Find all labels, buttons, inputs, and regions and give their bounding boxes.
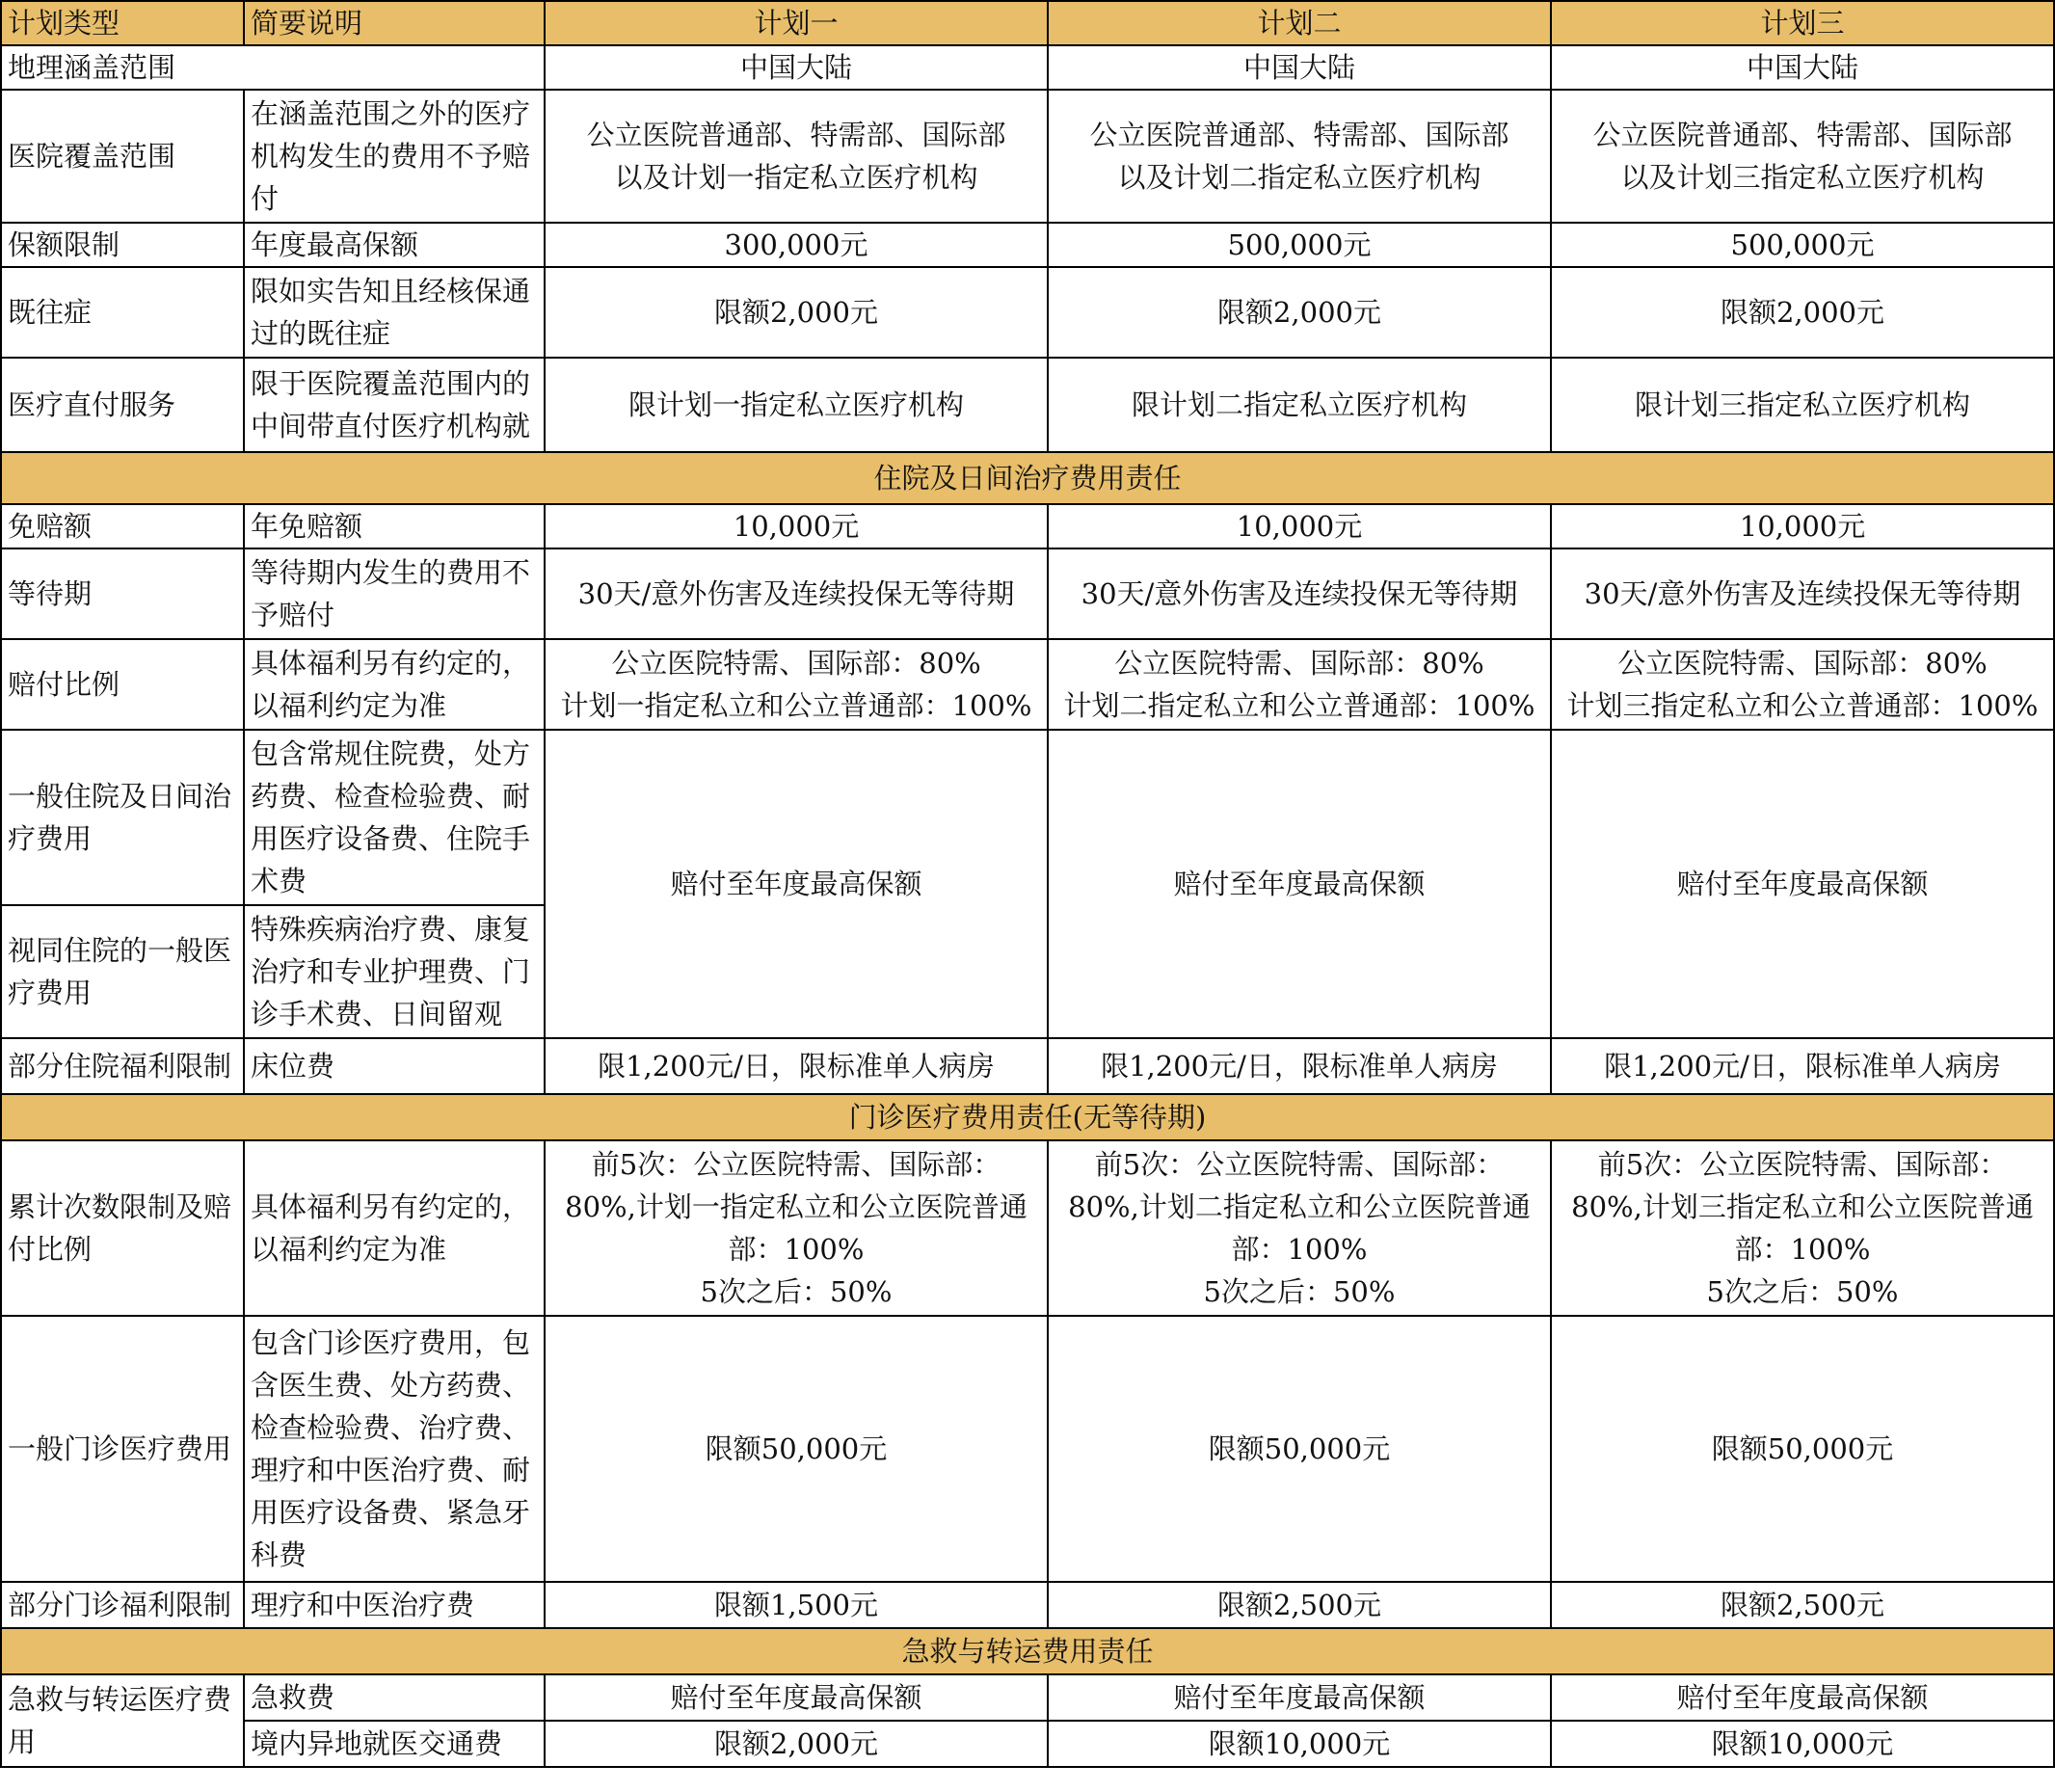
cell-plan-1: 限1,200元/日，限标准单人病房 (545, 1038, 1048, 1094)
row-description: 年度最高保额 (244, 223, 545, 267)
cell-plan-2: 500,000元 (1048, 223, 1551, 267)
section-title-inpatient: 住院及日间治疗费用责任 (1, 452, 2054, 504)
table-row (1, 45, 2054, 90)
cell-plan-2: 赔付至年度最高保额 (1048, 730, 1551, 1038)
row-label: 部分住院福利限制 (1, 1038, 244, 1094)
cell-plan-3: 限额2,000元 (1551, 267, 2054, 358)
row-label: 部分门诊福利限制 (1, 1582, 244, 1628)
cell-line: 前5次：公立医院特需、国际部： (591, 1148, 1001, 1181)
cell-line: 公立医院普通部、特需部、国际部 (1592, 119, 2013, 151)
row-label: 一般住院及日间治疗费用 (1, 730, 244, 905)
cell-plan-1: 30天/意外伤害及连续投保无等待期 (545, 548, 1048, 639)
cell-line: 前5次：公立医院特需、国际部： (1597, 1148, 2008, 1181)
table-row (1, 358, 2054, 452)
row-description: 急救费 (244, 1674, 545, 1721)
row-description: 限如实告知且经核保通过的既往症 (244, 267, 545, 358)
cell-plan-3 (1551, 90, 2054, 223)
row-label: 视同住院的一般医疗费用 (1, 905, 244, 1038)
cell-plan-1 (545, 1140, 1048, 1316)
cell-plan-1: 赔付至年度最高保额 (545, 1674, 1048, 1721)
section-row (1, 452, 2054, 504)
row-description: 包含门诊医疗费用，包含医生费、处方药费、检查检验费、治疗费、理疗和中医治疗费、耐用医疗设备费、紧急牙科费 (244, 1316, 545, 1582)
cell-plan-2: 赔付至年度最高保额 (1048, 1674, 1551, 1721)
table-row (1, 1721, 2054, 1767)
cell-plan-2: 限额2,000元 (1048, 267, 1551, 358)
cell-plan-3: 限1,200元/日，限标准单人病房 (1551, 1038, 2054, 1094)
table-row (1, 730, 2054, 905)
cell-line: 5次之后：50% (1203, 1275, 1396, 1308)
cell-line: 公立医院特需、国际部：80% (1114, 647, 1484, 680)
cell-line: 计划三指定私立和公立普通部：100% (1566, 689, 2039, 722)
row-description: 等待期内发生的费用不予赔付 (244, 548, 545, 639)
cell-plan-3: 中国大陆 (1551, 45, 2054, 90)
cell-line: 以及计划一指定私立医疗机构 (614, 161, 978, 194)
row-label: 等待期 (1, 548, 244, 639)
row-description: 床位费 (244, 1038, 545, 1094)
cell-plan-1: 限计划一指定私立医疗机构 (545, 358, 1048, 452)
row-label: 医院覆盖范围 (1, 90, 244, 223)
cell-plan-2: 限1,200元/日，限标准单人病房 (1048, 1038, 1551, 1094)
cell-plan-2: 10,000元 (1048, 504, 1551, 548)
cell-line: 公立医院普通部、特需部、国际部 (1089, 119, 1509, 151)
cell-line: 以及计划二指定私立医疗机构 (1117, 161, 1481, 194)
header-plan-1: 计划一 (545, 1, 1048, 45)
table-row (1, 504, 2054, 548)
cell-plan-2: 中国大陆 (1048, 45, 1551, 90)
cell-plan-3: 限额10,000元 (1551, 1721, 2054, 1767)
row-description: 境内异地就医交通费 (244, 1721, 545, 1767)
row-label: 医疗直付服务 (1, 358, 244, 452)
section-row (1, 1628, 2054, 1674)
cell-line: 公立医院特需、国际部：80% (1617, 647, 1988, 680)
row-description: 具体福利另有约定的，以福利约定为准 (244, 1140, 545, 1316)
cell-line: 计划一指定私立和公立普通部：100% (560, 689, 1032, 722)
cell-plan-2: 限计划二指定私立医疗机构 (1048, 358, 1551, 452)
cell-line: 80%,计划二指定私立和公立医院普通 (1068, 1190, 1531, 1223)
table-row (1, 1038, 2054, 1094)
cell-plan-2: 限额10,000元 (1048, 1721, 1551, 1767)
cell-line: 公立医院特需、国际部：80% (611, 647, 981, 680)
row-label: 保额限制 (1, 223, 244, 267)
cell-plan-2 (1048, 1140, 1551, 1316)
cell-plan-2: 30天/意外伤害及连续投保无等待期 (1048, 548, 1551, 639)
cell-plan-1: 限额2,000元 (545, 267, 1048, 358)
cell-line: 80%,计划一指定私立和公立医院普通 (565, 1190, 1028, 1223)
header-plan-2: 计划二 (1048, 1, 1551, 45)
row-description: 特殊疾病治疗费、康复治疗和专业护理费、门诊手术费、日间留观 (244, 905, 545, 1038)
cell-line: 5次之后：50% (1706, 1275, 1899, 1308)
table-row (1, 223, 2054, 267)
header-brief: 简要说明 (244, 1, 545, 45)
row-label: 赔付比例 (1, 639, 244, 730)
cell-plan-1: 限额1,500元 (545, 1582, 1048, 1628)
cell-line: 公立医院普通部、特需部、国际部 (586, 119, 1006, 151)
row-label: 累计次数限制及赔付比例 (1, 1140, 244, 1316)
cell-plan-1: 300,000元 (545, 223, 1048, 267)
cell-plan-2: 限额50,000元 (1048, 1316, 1551, 1582)
table-row (1, 90, 2054, 223)
header-plan-type: 计划类型 (1, 1, 244, 45)
header-row (1, 1, 2054, 45)
cell-plan-3: 限计划三指定私立医疗机构 (1551, 358, 2054, 452)
cell-plan-3: 限额2,500元 (1551, 1582, 2054, 1628)
cell-plan-3: 10,000元 (1551, 504, 2054, 548)
table-row (1, 267, 2054, 358)
row-label: 一般门诊医疗费用 (1, 1316, 244, 1582)
cell-plan-2: 限额2,500元 (1048, 1582, 1551, 1628)
cell-plan-3: 赔付至年度最高保额 (1551, 730, 2054, 1038)
cell-plan-1 (545, 90, 1048, 223)
cell-plan-3 (1551, 1140, 2054, 1316)
cell-plan-2 (1048, 90, 1551, 223)
cell-plan-1: 中国大陆 (545, 45, 1048, 90)
cell-plan-1: 限额2,000元 (545, 1721, 1048, 1767)
cell-line: 80%,计划三指定私立和公立医院普通 (1571, 1190, 2034, 1223)
cell-plan-2 (1048, 639, 1551, 730)
cell-plan-3: 500,000元 (1551, 223, 2054, 267)
table-row (1, 548, 2054, 639)
cell-line: 部：100% (1231, 1233, 1368, 1266)
table-row (1, 1582, 2054, 1628)
row-description: 年免赔额 (244, 504, 545, 548)
cell-plan-3: 赔付至年度最高保额 (1551, 1674, 2054, 1721)
cell-line: 部：100% (728, 1233, 865, 1266)
cell-plan-3 (1551, 639, 2054, 730)
cell-plan-3: 30天/意外伤害及连续投保无等待期 (1551, 548, 2054, 639)
cell-plan-3: 限额50,000元 (1551, 1316, 2054, 1582)
cell-line: 以及计划三指定私立医疗机构 (1620, 161, 1985, 194)
row-description: 在涵盖范围之外的医疗机构发生的费用不予赔付 (244, 90, 545, 223)
cell-line: 部：100% (1734, 1233, 1871, 1266)
header-plan-3: 计划三 (1551, 1, 2054, 45)
row-label: 既往症 (1, 267, 244, 358)
table-row (1, 1316, 2054, 1582)
cell-line: 5次之后：50% (700, 1275, 893, 1308)
cell-line: 前5次：公立医院特需、国际部： (1094, 1148, 1505, 1181)
table-row (1, 1674, 2054, 1721)
table-row (1, 639, 2054, 730)
row-description: 具体福利另有约定的，以福利约定为准 (244, 639, 545, 730)
row-label: 急救与转运医疗费用 (1, 1674, 244, 1767)
cell-plan-1: 10,000元 (545, 504, 1048, 548)
row-description: 包含常规住院费，处方药费、检查检验费、耐用医疗设备费、住院手术费 (244, 730, 545, 905)
section-title-outpatient: 门诊医疗费用责任(无等待期) (1, 1094, 2054, 1140)
row-label: 地理涵盖范围 (1, 45, 545, 90)
row-label: 免赔额 (1, 504, 244, 548)
cell-plan-1 (545, 639, 1048, 730)
row-description: 理疗和中医治疗费 (244, 1582, 545, 1628)
section-title-emergency: 急救与转运费用责任 (1, 1628, 2054, 1674)
cell-plan-1: 赔付至年度最高保额 (545, 730, 1048, 1038)
row-description: 限于医院覆盖范围内的中间带直付医疗机构就 (244, 358, 545, 452)
cell-line: 计划二指定私立和公立普通部：100% (1063, 689, 1535, 722)
section-row (1, 1094, 2054, 1140)
cell-plan-1: 限额50,000元 (545, 1316, 1048, 1582)
table-row (1, 1140, 2054, 1316)
